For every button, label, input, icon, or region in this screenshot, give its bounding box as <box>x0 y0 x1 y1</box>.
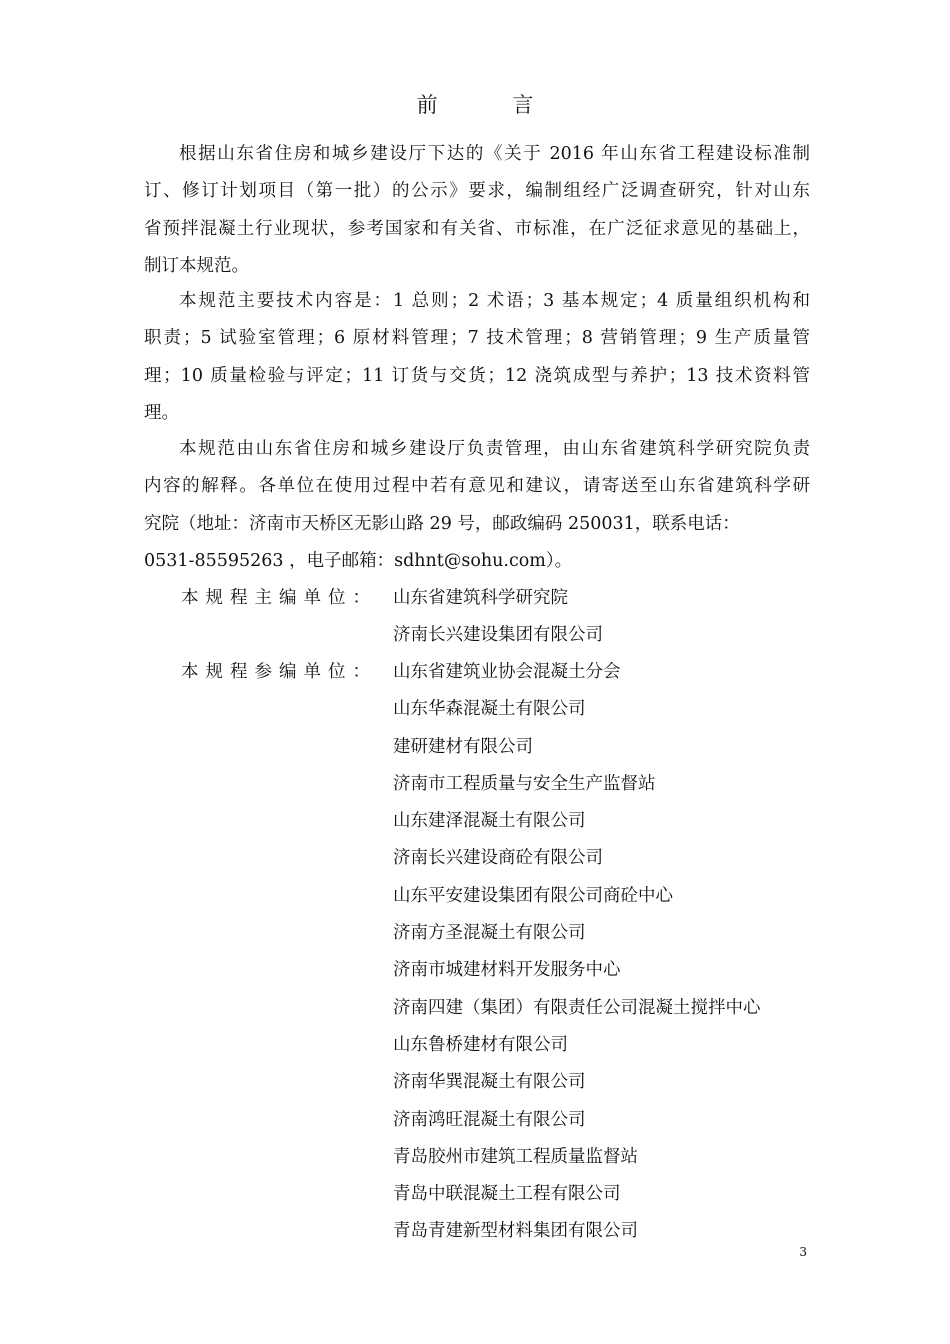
paragraph-line: 理。 <box>144 402 179 423</box>
paragraph-background <box>144 136 810 285</box>
paragraph-line: 根据山东省住房和城乡建设厅下达的《关于 2016 年山东省工程建设标准制 <box>179 144 810 164</box>
list-item: 济南长兴建设商砼有限公司 <box>393 848 603 869</box>
participants-list <box>393 654 761 1251</box>
paragraph-line: 理；10 质量检验与评定；11 订货与交货；12 浇筑成型与养护；13 技术资料管 <box>144 365 810 386</box>
list-item: 济南鸿旺混凝土有限公司 <box>393 1109 586 1130</box>
list-item: 济南方圣混凝土有限公司 <box>393 923 586 944</box>
list-item: 山东省建筑业协会混凝土分会 <box>393 662 621 682</box>
list-item: 山东华森混凝土有限公司 <box>393 699 586 720</box>
list-item: 济南市工程质量与安全生产监督站 <box>393 773 656 794</box>
list-item: 济南华巽混凝土有限公司 <box>393 1072 586 1093</box>
paragraph-line: 究院（地址：济南市天桥区无影山路 29 号，邮政编码 250031，联系电话： <box>144 513 740 534</box>
list-item: 青岛青建新型材料集团有限公司 <box>393 1221 638 1242</box>
list-item: 济南市城建材料开发服务中心 <box>393 960 621 981</box>
list-item: 山东鲁桥建材有限公司 <box>393 1034 568 1055</box>
paragraph-contents <box>144 283 810 432</box>
page-number: 3 <box>799 1245 807 1259</box>
paragraph-line: 本规范由山东省住房和城乡建设厅负责管理，由山东省建筑科学研究院负责 <box>179 439 810 459</box>
page-title: 前 言 <box>416 93 568 117</box>
list-item: 山东建泽混凝土有限公司 <box>393 811 586 832</box>
paragraph-line: 制订本规范。 <box>144 255 249 276</box>
list-item: 山东平安建设集团有限公司商砼中心 <box>393 885 673 906</box>
list-item: 建研建材有限公司 <box>393 736 533 757</box>
list-item: 青岛胶州市建筑工程质量监督站 <box>393 1146 638 1167</box>
paragraph-line: 订、修订计划项目（第一批）的公示》要求，编制组经广泛调查研究，针对山东 <box>144 181 810 202</box>
chief-editors-list <box>393 580 603 655</box>
list-item: 济南四建（集团）有限责任公司混凝土搅拌中心 <box>393 997 761 1018</box>
paragraph-line: 本规范主要技术内容是：1 总则；2 术语；3 基本规定；4 质量组织机构和 <box>179 291 810 311</box>
participants-label: 本规程参编单位： <box>181 662 377 682</box>
list-item: 青岛中联混凝土工程有限公司 <box>393 1184 621 1205</box>
paragraph-line: 职责；5 试验室管理；6 原材料管理；7 技术管理；8 营销管理；9 生产质量管 <box>144 328 810 349</box>
paragraph-line: 省预拌混凝土行业现状，参考国家和有关省、市标准，在广泛征求意见的基础上， <box>144 218 810 239</box>
paragraph-line: 0531-85595263 ，电子邮箱：sdhnt@sohu.com）。 <box>144 550 573 571</box>
list-item: 山东省建筑科学研究院 <box>393 588 568 608</box>
list-item: 济南长兴建设集团有限公司 <box>393 625 603 646</box>
chief-editors-label: 本规程主编单位： <box>181 588 377 608</box>
paragraph-line: 内容的解释。各单位在使用过程中若有意见和建议，请寄送至山东省建筑科学研 <box>144 476 810 497</box>
paragraph-management <box>144 431 810 580</box>
